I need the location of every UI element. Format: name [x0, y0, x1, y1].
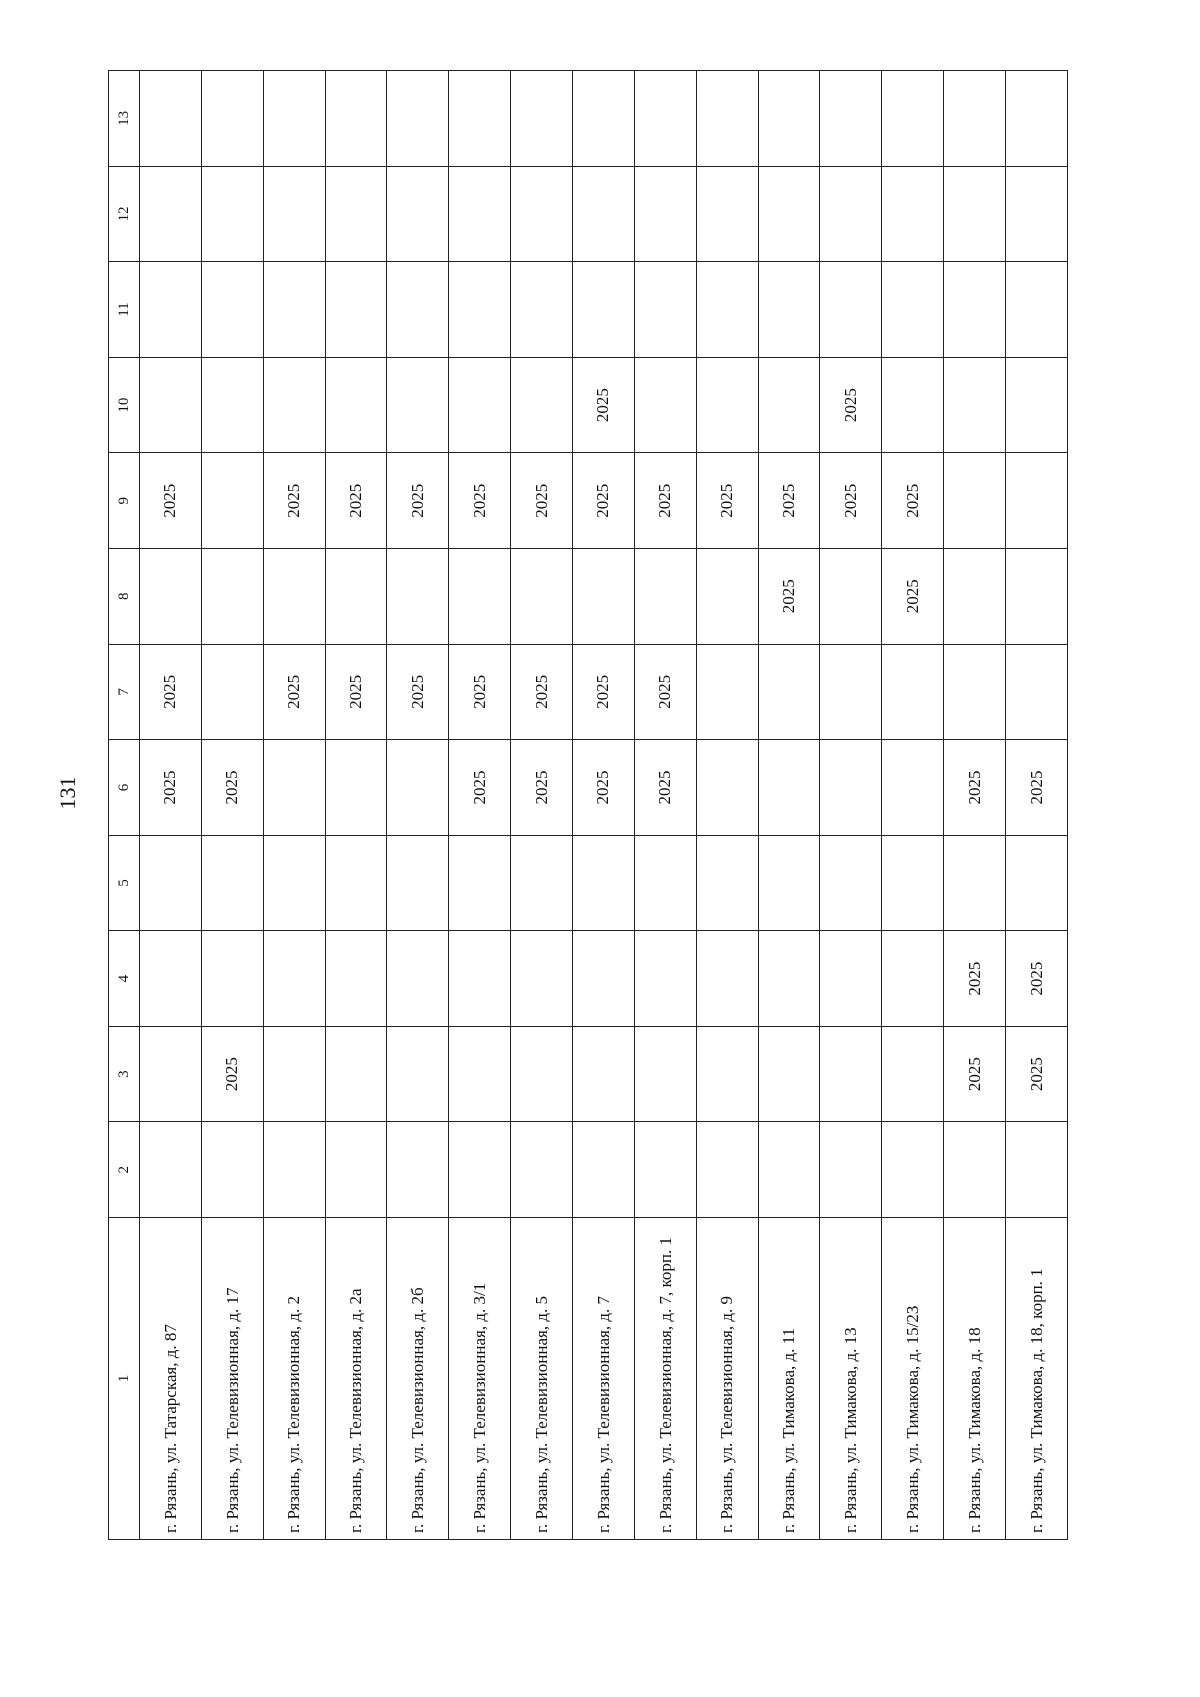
- year-cell: [696, 1122, 758, 1218]
- year-cell: [758, 166, 820, 262]
- address-cell: г. Рязань, ул. Телевизионная, д. 17: [201, 1218, 263, 1540]
- year-cell: [387, 357, 449, 453]
- column-header: 3: [109, 1026, 140, 1122]
- address-cell: г. Рязань, ул. Телевизионная, д. 2а: [325, 1218, 387, 1540]
- year-cell: [325, 166, 387, 262]
- year-cell: [263, 262, 325, 358]
- year-cell: [449, 1026, 511, 1122]
- table-row: [511, 71, 573, 1540]
- year-cell: [882, 931, 944, 1027]
- year-cell: [696, 644, 758, 740]
- year-cell: [573, 1122, 635, 1218]
- address-cell: г. Рязань, ул. Телевизионная, д. 3/1: [449, 1218, 511, 1540]
- year-cell: [263, 71, 325, 167]
- year-cell: [387, 166, 449, 262]
- year-cell: [201, 453, 263, 549]
- year-cell: [449, 166, 511, 262]
- year-cell: [1006, 166, 1068, 262]
- year-cell: [511, 1026, 573, 1122]
- year-cell: [634, 931, 696, 1027]
- year-cell: [263, 166, 325, 262]
- year-cell: [882, 740, 944, 836]
- column-header: 1: [109, 1218, 140, 1540]
- year-cell: [263, 1122, 325, 1218]
- table-row: [201, 71, 263, 1540]
- year-cell: [1006, 548, 1068, 644]
- year-cell: [387, 548, 449, 644]
- year-cell: [573, 1026, 635, 1122]
- year-cell: [449, 262, 511, 358]
- address-cell: г. Рязань, ул. Телевизионная, д. 7: [573, 1218, 635, 1540]
- year-cell: [1006, 357, 1068, 453]
- year-cell: [263, 740, 325, 836]
- year-cell: [325, 71, 387, 167]
- year-cell: [140, 1026, 202, 1122]
- year-cell: [696, 548, 758, 644]
- table-row: [263, 71, 325, 1540]
- year-cell: [387, 931, 449, 1027]
- year-cell: [634, 357, 696, 453]
- year-cell: 2025: [511, 740, 573, 836]
- year-cell: [325, 1026, 387, 1122]
- year-cell: [387, 1122, 449, 1218]
- year-cell: 2025: [573, 357, 635, 453]
- year-cell: [944, 1122, 1006, 1218]
- year-cell: [944, 644, 1006, 740]
- year-cell: [573, 931, 635, 1027]
- column-header: 11: [109, 262, 140, 358]
- year-cell: 2025: [511, 453, 573, 549]
- year-cell: [573, 166, 635, 262]
- year-cell: [634, 262, 696, 358]
- address-cell: г. Рязань, ул. Тимакова, д. 18, корп. 1: [1006, 1218, 1068, 1540]
- year-cell: [696, 835, 758, 931]
- table-row: [325, 71, 387, 1540]
- column-header: 2: [109, 1122, 140, 1218]
- year-cell: [511, 931, 573, 1027]
- year-cell: [758, 71, 820, 167]
- year-cell: [882, 1026, 944, 1122]
- year-cell: 2025: [263, 453, 325, 549]
- header-row: [109, 71, 140, 1540]
- year-cell: [634, 71, 696, 167]
- year-cell: [387, 71, 449, 167]
- year-cell: 2025: [758, 548, 820, 644]
- column-header: 13: [109, 71, 140, 167]
- year-cell: [820, 644, 882, 740]
- year-cell: [820, 262, 882, 358]
- year-cell: 2025: [325, 453, 387, 549]
- year-cell: 2025: [696, 453, 758, 549]
- year-cell: [882, 357, 944, 453]
- year-cell: [573, 262, 635, 358]
- table-row: [944, 71, 1006, 1540]
- rotated-table-wrapper: [108, 70, 1068, 1540]
- year-cell: [882, 262, 944, 358]
- year-cell: [944, 166, 1006, 262]
- year-cell: 2025: [634, 644, 696, 740]
- year-cell: [758, 262, 820, 358]
- year-cell: [387, 262, 449, 358]
- year-cell: [758, 644, 820, 740]
- address-cell: г. Рязань, ул. Тимакова, д. 18: [944, 1218, 1006, 1540]
- column-header: 10: [109, 357, 140, 453]
- year-cell: [140, 166, 202, 262]
- year-cell: 2025: [944, 931, 1006, 1027]
- year-cell: [511, 166, 573, 262]
- year-cell: 2025: [573, 740, 635, 836]
- address-cell: г. Рязань, ул. Телевизионная, д. 5: [511, 1218, 573, 1540]
- year-cell: 2025: [634, 740, 696, 836]
- year-cell: 2025: [387, 644, 449, 740]
- year-cell: [696, 357, 758, 453]
- year-cell: [882, 71, 944, 167]
- table-row: [634, 71, 696, 1540]
- year-cell: [1006, 644, 1068, 740]
- year-cell: [820, 931, 882, 1027]
- year-cell: [201, 262, 263, 358]
- year-cell: [263, 931, 325, 1027]
- year-cell: [882, 166, 944, 262]
- year-cell: [263, 357, 325, 453]
- year-cell: [449, 357, 511, 453]
- table-row: [820, 71, 882, 1540]
- year-cell: 2025: [758, 453, 820, 549]
- year-cell: [820, 835, 882, 931]
- year-cell: 2025: [1006, 931, 1068, 1027]
- year-cell: [201, 71, 263, 167]
- year-cell: [511, 1122, 573, 1218]
- table-row: [1006, 71, 1068, 1540]
- year-cell: 2025: [634, 453, 696, 549]
- address-cell: г. Рязань, ул. Телевизионная, д. 7, корп. 1: [634, 1218, 696, 1540]
- table-row: [387, 71, 449, 1540]
- year-cell: 2025: [1006, 740, 1068, 836]
- year-cell: [634, 835, 696, 931]
- year-cell: [944, 548, 1006, 644]
- column-header: 7: [109, 644, 140, 740]
- year-cell: 2025: [573, 644, 635, 740]
- year-cell: 2025: [882, 548, 944, 644]
- year-cell: [758, 835, 820, 931]
- column-header: 4: [109, 931, 140, 1027]
- schedule-table: [108, 70, 1068, 1540]
- column-header: 12: [109, 166, 140, 262]
- year-cell: [263, 1026, 325, 1122]
- year-cell: [511, 548, 573, 644]
- year-cell: [696, 71, 758, 167]
- table-row: [573, 71, 635, 1540]
- year-cell: [1006, 262, 1068, 358]
- year-cell: [820, 166, 882, 262]
- year-cell: [758, 357, 820, 453]
- year-cell: [573, 835, 635, 931]
- year-cell: [573, 548, 635, 644]
- year-cell: [201, 548, 263, 644]
- year-cell: [140, 931, 202, 1027]
- table-row: [449, 71, 511, 1540]
- year-cell: 2025: [820, 357, 882, 453]
- year-cell: [1006, 835, 1068, 931]
- year-cell: [449, 835, 511, 931]
- year-cell: [944, 71, 1006, 167]
- column-header: 9: [109, 453, 140, 549]
- column-header: 6: [109, 740, 140, 836]
- year-cell: [820, 1122, 882, 1218]
- year-cell: [634, 1122, 696, 1218]
- year-cell: [511, 262, 573, 358]
- year-cell: 2025: [944, 1026, 1006, 1122]
- year-cell: [325, 262, 387, 358]
- year-cell: [201, 166, 263, 262]
- year-cell: [201, 1122, 263, 1218]
- year-cell: [820, 71, 882, 167]
- year-cell: 2025: [944, 740, 1006, 836]
- year-cell: [325, 835, 387, 931]
- year-cell: 2025: [511, 644, 573, 740]
- year-cell: [1006, 71, 1068, 167]
- table-row: [882, 71, 944, 1540]
- address-cell: г. Рязань, ул. Татарская, д. 87: [140, 1218, 202, 1540]
- year-cell: [511, 835, 573, 931]
- year-cell: [325, 740, 387, 836]
- year-cell: [387, 740, 449, 836]
- year-cell: [140, 262, 202, 358]
- year-cell: [511, 357, 573, 453]
- year-cell: 2025: [325, 644, 387, 740]
- address-cell: г. Рязань, ул. Телевизионная, д. 2б: [387, 1218, 449, 1540]
- year-cell: [696, 740, 758, 836]
- year-cell: 2025: [882, 453, 944, 549]
- column-header: 8: [109, 548, 140, 644]
- year-cell: 2025: [140, 453, 202, 549]
- year-cell: 2025: [387, 453, 449, 549]
- year-cell: [140, 835, 202, 931]
- year-cell: 2025: [820, 453, 882, 549]
- year-cell: [449, 71, 511, 167]
- table-row: [758, 71, 820, 1540]
- year-cell: [634, 1026, 696, 1122]
- year-cell: [140, 357, 202, 453]
- year-cell: [1006, 1122, 1068, 1218]
- year-cell: [449, 931, 511, 1027]
- year-cell: 2025: [1006, 1026, 1068, 1122]
- year-cell: [882, 1122, 944, 1218]
- address-cell: г. Рязань, ул. Телевизионная, д. 9: [696, 1218, 758, 1540]
- year-cell: [758, 1026, 820, 1122]
- year-cell: [449, 548, 511, 644]
- page-number: 131: [55, 776, 80, 810]
- year-cell: [696, 931, 758, 1027]
- address-cell: г. Рязань, ул. Тимакова, д. 15/23: [882, 1218, 944, 1540]
- year-cell: 2025: [201, 740, 263, 836]
- column-header: 5: [109, 835, 140, 931]
- year-cell: 2025: [140, 644, 202, 740]
- year-cell: [449, 1122, 511, 1218]
- year-cell: [387, 1026, 449, 1122]
- year-cell: [944, 262, 1006, 358]
- year-cell: [882, 835, 944, 931]
- year-cell: [201, 835, 263, 931]
- year-cell: 2025: [140, 740, 202, 836]
- year-cell: [201, 644, 263, 740]
- address-cell: г. Рязань, ул. Тимакова, д. 11: [758, 1218, 820, 1540]
- year-cell: 2025: [449, 740, 511, 836]
- year-cell: [758, 931, 820, 1027]
- year-cell: [325, 1122, 387, 1218]
- year-cell: [263, 835, 325, 931]
- year-cell: 2025: [573, 453, 635, 549]
- year-cell: [696, 166, 758, 262]
- year-cell: [820, 1026, 882, 1122]
- table-row: [140, 71, 202, 1540]
- year-cell: [387, 835, 449, 931]
- year-cell: [325, 357, 387, 453]
- year-cell: [263, 548, 325, 644]
- year-cell: [944, 357, 1006, 453]
- year-cell: 2025: [201, 1026, 263, 1122]
- year-cell: [1006, 453, 1068, 549]
- address-cell: г. Рязань, ул. Тимакова, д. 13: [820, 1218, 882, 1540]
- year-cell: [140, 71, 202, 167]
- year-cell: [511, 71, 573, 167]
- year-cell: [573, 71, 635, 167]
- year-cell: 2025: [449, 644, 511, 740]
- table-row: [696, 71, 758, 1540]
- year-cell: [944, 835, 1006, 931]
- year-cell: [944, 453, 1006, 549]
- year-cell: [140, 548, 202, 644]
- year-cell: [201, 357, 263, 453]
- year-cell: [820, 548, 882, 644]
- year-cell: [758, 740, 820, 836]
- year-cell: [758, 1122, 820, 1218]
- address-cell: г. Рязань, ул. Телевизионная, д. 2: [263, 1218, 325, 1540]
- year-cell: [820, 740, 882, 836]
- year-cell: [201, 931, 263, 1027]
- year-cell: 2025: [263, 644, 325, 740]
- year-cell: [634, 166, 696, 262]
- year-cell: [882, 644, 944, 740]
- year-cell: [696, 262, 758, 358]
- year-cell: [325, 548, 387, 644]
- year-cell: [140, 1122, 202, 1218]
- year-cell: [325, 931, 387, 1027]
- table-body: [140, 71, 1068, 1540]
- year-cell: [634, 548, 696, 644]
- year-cell: [696, 1026, 758, 1122]
- year-cell: 2025: [449, 453, 511, 549]
